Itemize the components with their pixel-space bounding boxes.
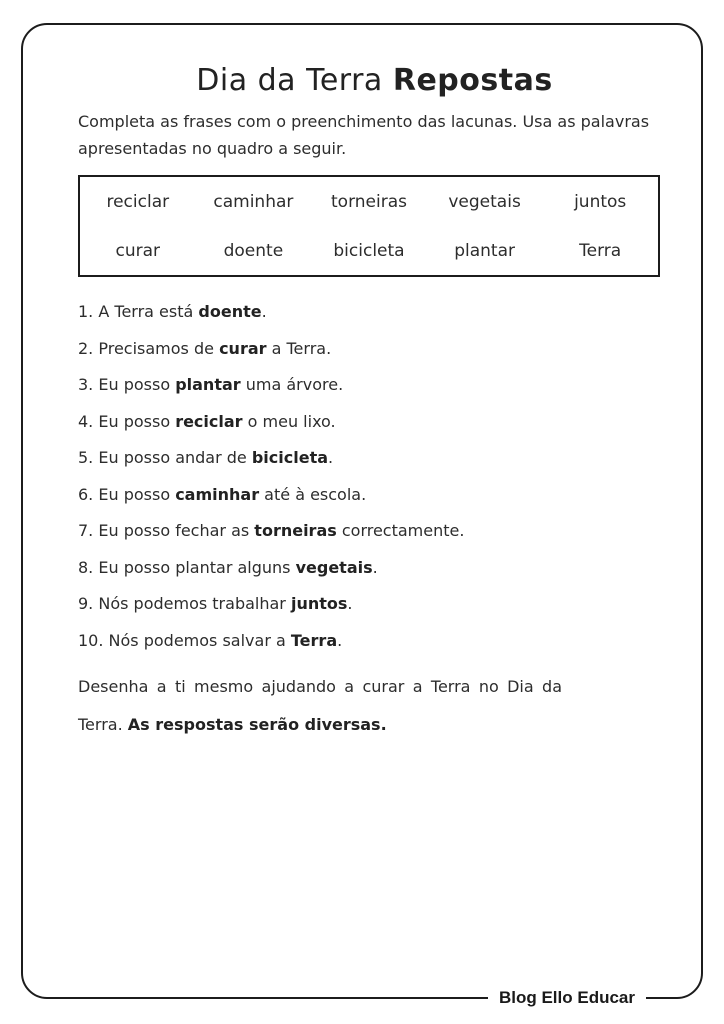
answer-text-pre: Eu posso fechar as (98, 521, 255, 540)
answer-text-pre: Eu posso (98, 484, 176, 504)
answer-text-pre: Eu posso (98, 411, 176, 431)
page-title (78, 63, 671, 98)
answer-item-10 (78, 631, 671, 650)
answer-text-pre: Nós podemos trabalhar (98, 594, 291, 613)
word-bank-word: reciclar (106, 191, 170, 212)
answer-text-post: até à escola. (259, 484, 367, 504)
closing-regular: Desenha a ti mesmo ajudando a curar a Terra no Dia da Terra. (78, 676, 562, 734)
answer-word: bicicleta (251, 448, 329, 467)
closing-instruction (78, 668, 562, 744)
answer-text-post: uma árvore. (240, 375, 344, 394)
answer-word: juntos (290, 594, 348, 613)
word-bank-word: Terra (579, 240, 622, 261)
instructions-line-2: apresentadas no quadro a seguir. (78, 139, 347, 158)
answer-item-1 (78, 302, 671, 321)
footer-brand: Blog Ello Educar (488, 987, 646, 1009)
answer-number: 4. (78, 411, 94, 431)
answers-list (78, 302, 671, 650)
answer-word: torneiras (254, 521, 337, 540)
answer-item-4 (78, 412, 671, 431)
word-bank-word: torneiras (331, 191, 407, 212)
word-bank-word: curar (115, 240, 161, 261)
word-bank-word: doente (223, 240, 284, 261)
answer-number: 5. (78, 448, 94, 467)
answer-number: 1. (78, 302, 94, 321)
answer-number: 2. (78, 338, 94, 358)
page-title-regular: Dia da Terra (196, 63, 393, 98)
answer-word: plantar (175, 375, 241, 394)
page-title-bold: Repostas (392, 63, 553, 98)
word-bank-box (78, 175, 660, 277)
word-bank-row-1 (80, 177, 658, 226)
word-bank-word: plantar (454, 240, 515, 261)
word-bank-word: vegetais (448, 191, 521, 212)
answer-item-7 (78, 521, 671, 540)
answer-word: caminhar (175, 484, 260, 504)
answer-item-3 (78, 375, 671, 394)
answer-text-post: correctamente. (336, 521, 465, 540)
answer-text-pre: Eu posso andar de (98, 448, 252, 467)
answer-item-6 (78, 485, 671, 504)
word-bank-row-2 (80, 226, 658, 275)
answer-text-post: . (328, 448, 334, 467)
answer-number: 7. (78, 521, 94, 540)
answer-word: Terra (290, 630, 338, 650)
answer-text-post: a Terra. (266, 338, 332, 358)
answer-number: 3. (78, 375, 94, 394)
answer-word: curar (219, 338, 267, 358)
answer-word: reciclar (175, 411, 243, 431)
answer-text-pre: Nós podemos salvar a (108, 630, 291, 650)
answer-text-post: . (337, 630, 343, 650)
answer-item-2 (78, 339, 671, 358)
word-bank-word: caminhar (213, 191, 294, 212)
worksheet-page (21, 23, 703, 1007)
answer-number: 10. (78, 630, 104, 650)
answer-text-pre: A Terra está (98, 302, 199, 321)
answer-text-pre: Eu posso (98, 375, 176, 394)
answer-text-pre: Eu posso plantar alguns (98, 557, 296, 577)
answer-text-post: o meu lixo. (242, 411, 336, 431)
answer-item-8 (78, 558, 671, 577)
answer-text-post: . (347, 594, 353, 613)
answer-number: 8. (78, 557, 94, 577)
instructions (78, 108, 671, 162)
answer-text-pre: Precisamos de (98, 338, 220, 358)
word-bank-word: bicicleta (333, 240, 405, 261)
answer-number: 9. (78, 594, 94, 613)
answer-item-9 (78, 594, 671, 613)
answer-item-5 (78, 448, 671, 467)
closing-bold: As respostas serão diversas. (127, 714, 387, 734)
answer-number: 6. (78, 484, 94, 504)
answer-text-post: . (372, 557, 378, 577)
word-bank-word: juntos (574, 191, 627, 212)
instructions-line-1: Completa as frases com o preenchimento das lacunas. Usa as palavras (78, 112, 650, 131)
answer-word: doente (198, 302, 262, 321)
answer-word: vegetais (295, 557, 373, 577)
answer-text-post: . (261, 302, 267, 321)
